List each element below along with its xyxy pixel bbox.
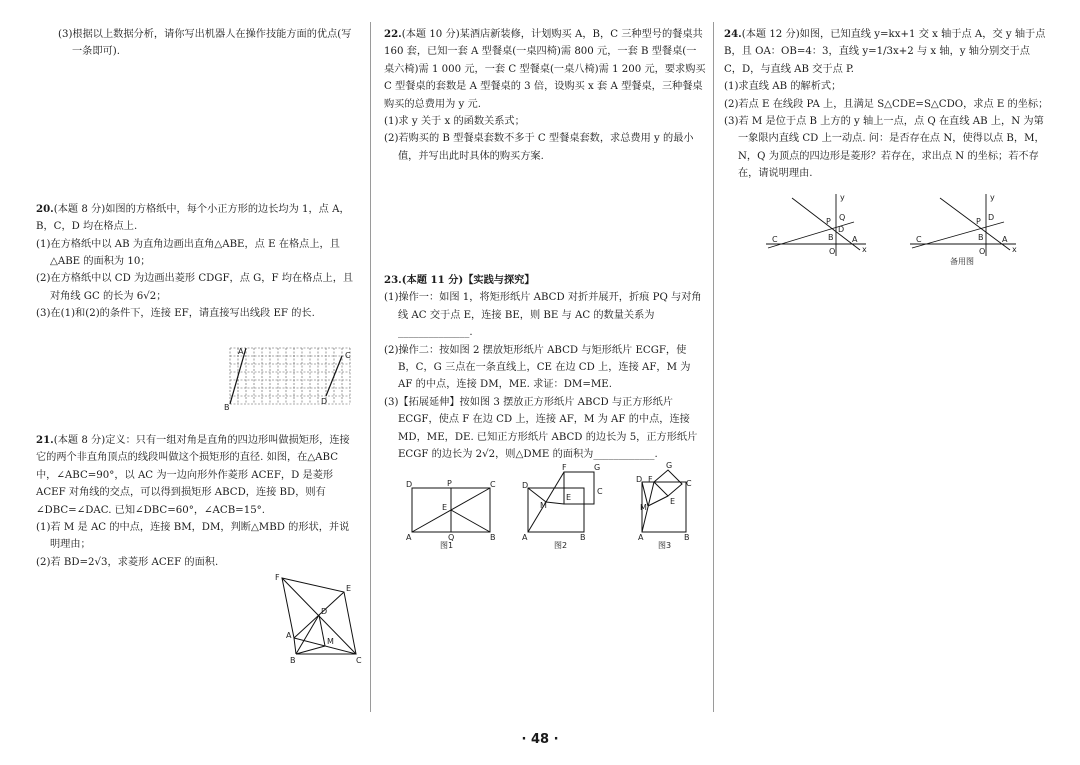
q23-caption-1: 图1 [440, 541, 454, 550]
q23-part3: (3)【拓展延伸】按如图 3 摆放正方形纸片 ABCD 与正方形纸片 ECGF，使点 F 在边 CD 上，连接 AF，M 为 AF 的中点，连接 MD，ME，DE. 已知正方形纸片 ABCD 的边长为 5，正方形纸片 ECGF 的边长为 2√2，则△DME 的面积为____________. [384, 396, 698, 461]
q23f3-label-g: G [666, 461, 673, 470]
q21-label-c: C [356, 656, 362, 664]
q24s-label-p: P [976, 217, 981, 226]
q23f2-label-a: A [522, 533, 528, 542]
q21-label-m: M [327, 637, 334, 646]
q24-label-b: B [828, 233, 834, 242]
q24-label-a: A [852, 235, 858, 244]
q23f2-label-c: C [597, 487, 603, 496]
q23f2-label-d: D [522, 481, 529, 490]
q24s-label-d: D [988, 213, 995, 222]
q23-caption-2: 图2 [554, 541, 568, 550]
column-middle [384, 26, 706, 165]
q20-stem-text: (本题 8 分)如图的方格纸中，每个小正方形的边长均为 1，点 A，B，C，D 均在格点上. [36, 203, 350, 233]
q21-rhombus-figure [270, 572, 366, 664]
q24-label-o: O [829, 247, 836, 256]
q20-label-b: B [224, 403, 230, 412]
q23f2-label-b: B [580, 533, 586, 542]
q23f1-label-a: A [406, 533, 412, 542]
q23f3-label-d: D [636, 475, 643, 484]
q23f3-label-b: B [684, 533, 690, 542]
q20-number: 20. [36, 202, 54, 215]
q22-stem-text: (本题 10 分)某酒店新装修，计划购买 A，B，C 三种型号的餐桌共 160 套，已知一套 A 型餐桌(一桌四椅)需 800 元，一套 B 型餐桌(一桌六椅)需 1 000 元，一套 C 型餐桌(一桌八椅)需 1 200 元，要求购买 C 型餐桌的套数是 A 型餐桌的 3 倍，设购买 x 套 A 型餐桌，三种餐桌购买的总费用为 y 元. [384, 29, 706, 110]
q24-figure-main [762, 192, 872, 260]
q23-number: 23. [384, 274, 402, 286]
q21-number: 21. [36, 434, 54, 446]
q20-grid-figure [224, 344, 356, 414]
q23f1-label-e: E [442, 503, 448, 512]
q22-part2: (2)若购买的 B 型餐桌套数不多于 C 型餐桌套数，求总费用 y 的最小值，并写出此时具体的购买方案. [384, 133, 694, 162]
q23f3-label-c: C [686, 479, 692, 488]
q24s-label-b: B [978, 233, 984, 242]
q21-label-e: E [346, 584, 352, 593]
q20-label-a: A [238, 347, 244, 356]
q22-part1: (1)求 y 关于 x 的函数关系式； [384, 116, 525, 128]
q24-label-y: y [840, 193, 845, 202]
q23f2-label-f: F [562, 463, 567, 472]
q24-label-p: P [826, 217, 831, 226]
q21-stem-text: (本题 8 分)定义：只有一组对角是直角的四边形叫做损矩形，连接它的两个非直角顶点的线段叫做这个损矩形的直径. 如图，在△ABC 中，∠ABC=90°，以 AC 为一边向形外作菱形 ACEF，D 是菱形 ACEF 对角线的交点，可以得到损矩形 ABCD，连接 BD，则有∠DBC=∠DAC. 已知∠DBC=60°，∠ACB=15°. [36, 435, 350, 516]
q23f3-label-m: M [640, 503, 647, 512]
q24s-label-a: A [1002, 235, 1008, 244]
q20-label-d: D [321, 397, 328, 406]
q23-figure-1 [404, 478, 496, 550]
q24-stem-text: (本题 12 分)如图，已知直线 y=kx+1 交 x 轴于点 A，交 y 轴于点 B，且 OA：OB=4：3，直线 y=1/3x+2 与 x 轴，y 轴分别交于点 C，D，与直线 AB 交于点 P. [724, 29, 1046, 75]
q24-part2: (2)若点 E 在线段 PA 上，且满足 S△CDE=S△CDO，求点 E 的坐标； [724, 98, 1049, 110]
q24-figure-spare [906, 192, 1024, 268]
q23f1-label-c: C [490, 480, 496, 489]
page-number: · 48 · [521, 732, 559, 747]
q21-part2: (2)若 BD=2√3，求菱形 ACEF 的面积. [36, 556, 219, 568]
column-divider-left [370, 22, 371, 712]
q24-number: 24. [724, 28, 742, 40]
q23-block [384, 272, 706, 463]
q24-part3: (3)若 M 是位于点 B 上方的 y 轴上一点，点 Q 在直线 AB 上，N 为第一象限内直线 CD 上一动点. 问：是否存在点 N，使得以点 B，M，N，Q 为顶点的四边形是菱形？若存在，求出点 N 的坐标；若不存在，请说明理由. [724, 116, 1045, 180]
q21-label-a: A [286, 631, 292, 640]
q24-label-q: Q [839, 213, 846, 222]
q24-label-x: x [862, 245, 867, 254]
q21-block [36, 432, 358, 571]
q24-label-d: D [838, 225, 845, 234]
q24s-label-x: x [1012, 245, 1017, 254]
q24-part1: (1)求直线 AB 的解析式； [724, 81, 842, 93]
q23f1-label-q: Q [448, 533, 455, 542]
q23f1-label-b: B [490, 533, 496, 542]
q20-part1: (1)在方格纸中以 AB 为直角边画出直角△ABE，点 E 在格点上，且△ABE 的面积为 10； [36, 238, 340, 268]
q22-stem [384, 26, 706, 113]
q23-part2: (2)操作二：按如图 2 摆放矩形纸片 ABCD 与矩形纸片 ECGF，使 B，C，G 三点在一条直线上，CE 在边 CD 上，连接 AF，M 为 AF 的中点，连接 DM，ME. 求证：DM=ME. [384, 344, 691, 391]
q23f2-label-g: G [594, 463, 601, 472]
q23f2-label-e: E [566, 493, 572, 502]
q21-stem [36, 432, 358, 519]
q20-part2: (2)在方格纸中以 CD 为边画出菱形 CDGF，点 G，F 均在格点上，且对角线 GC 的长为 6√2； [36, 273, 354, 302]
q23-figure-2 [518, 460, 610, 550]
q23f3-label-e: E [670, 497, 676, 506]
q20-part3: (3)在(1)和(2)的条件下，连接 EF，请直接写出线段 EF 的长. [36, 308, 315, 320]
q24-spare-caption: 备用图 [950, 257, 974, 266]
column-left [36, 26, 358, 323]
q20-stem [36, 201, 358, 236]
q20-label-c: C [345, 351, 351, 360]
q21-label-d: D [321, 607, 328, 616]
q24s-label-c: C [916, 235, 922, 244]
q23-part1: (1)操作一：如图 1，将矩形纸片 ABCD 对折并展开，折痕 PQ 与对角线 AC 交于点 E，连接 BE，则 BE 与 AC 的数量关系为______________. [384, 292, 702, 339]
q19-part3: (3)根据以上数据分析，请你写出机器人在操作技能方面的优点(写一条即可). [58, 29, 352, 58]
q24-label-c: C [772, 235, 778, 244]
q23-figure-3 [634, 460, 704, 550]
q22-number: 22. [384, 28, 402, 40]
q23f3-label-a: A [638, 533, 644, 542]
q24-stem [724, 26, 1050, 78]
q23f1-label-d: D [406, 480, 413, 489]
q21-part1: (1)若 M 是 AC 的中点，连接 BM，DM，判断△MBD 的形状，并说明理由； [36, 522, 350, 551]
column-right [724, 26, 1050, 183]
q23-stem-text: (本题 11 分)【实践与探究】 [401, 274, 535, 286]
q21-label-b: B [290, 656, 296, 664]
column-divider-right [713, 22, 714, 712]
q23f3-label-f: F [648, 475, 653, 484]
q24s-label-o: O [979, 247, 986, 256]
q24s-label-y: y [990, 193, 995, 202]
q23-caption-3: 图3 [658, 541, 672, 550]
q21-label-f: F [275, 573, 280, 582]
q23-stem [384, 272, 706, 289]
q23f2-label-m: M [540, 501, 547, 510]
q23f1-label-p: P [447, 479, 452, 488]
